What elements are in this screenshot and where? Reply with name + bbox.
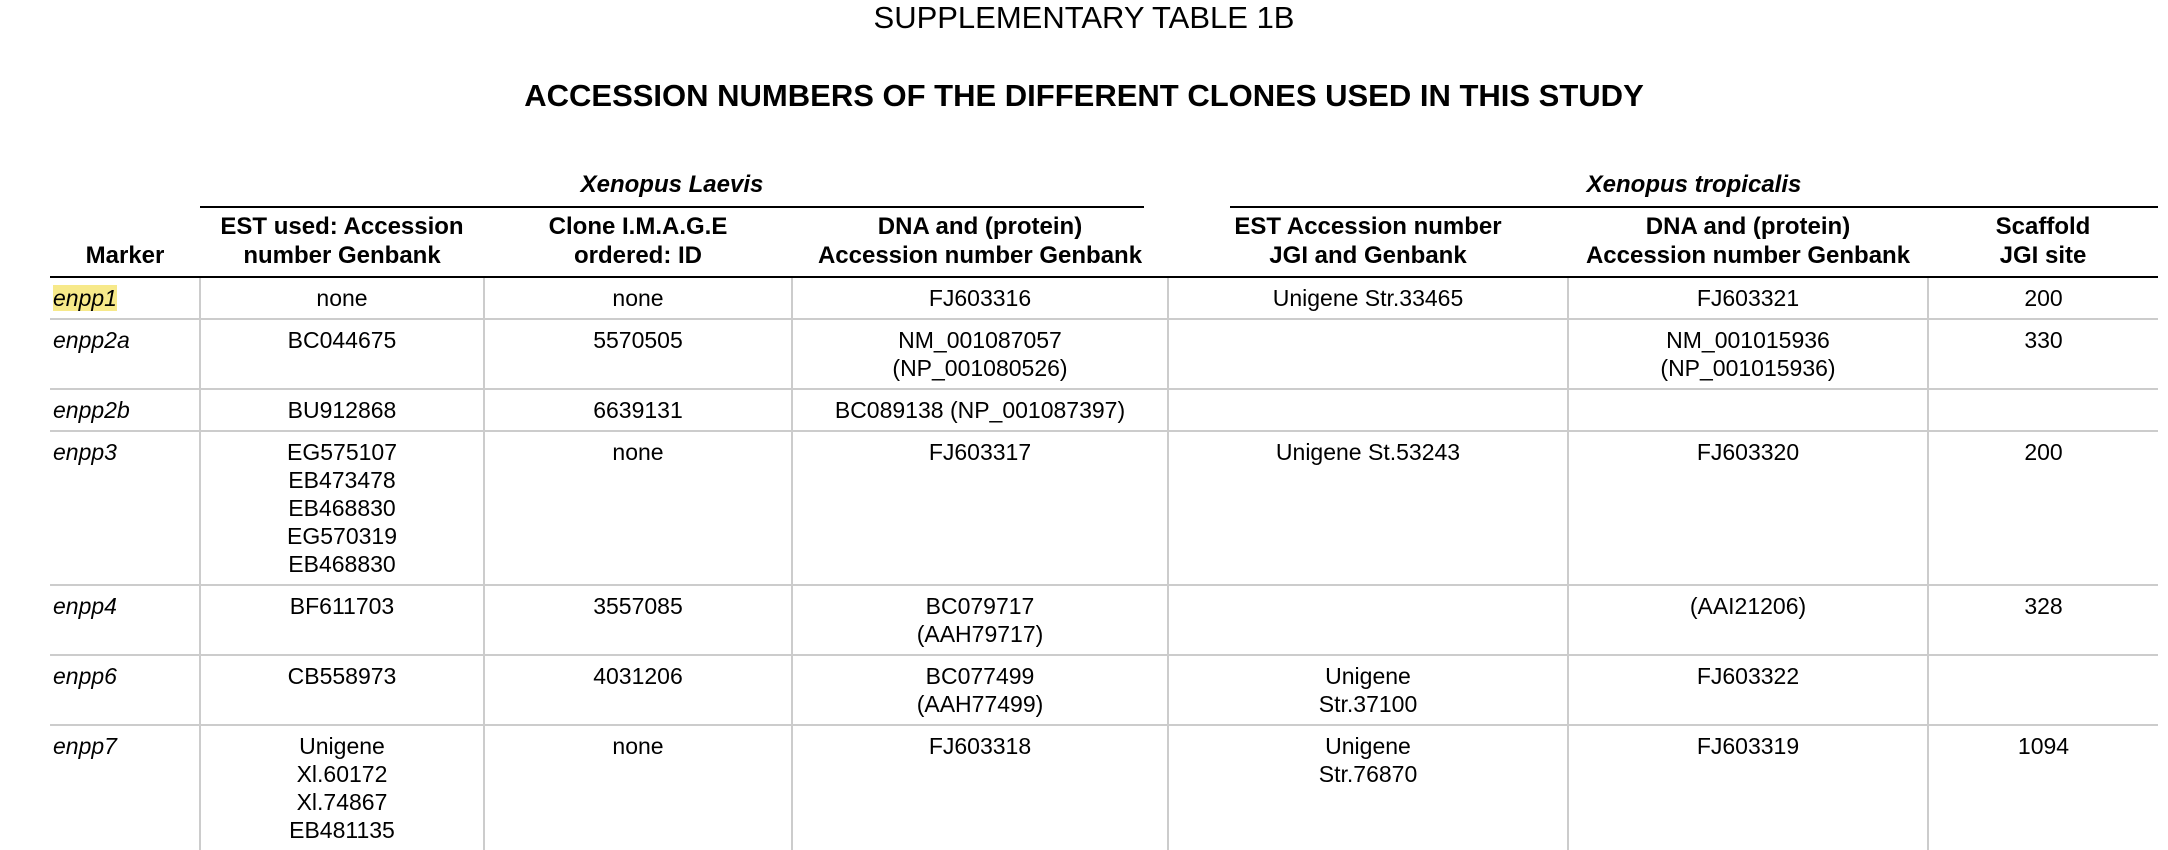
est-accession-cell: Unigene Str.37100 (1168, 655, 1568, 725)
est-accession-cell (1168, 319, 1568, 389)
clone-cell: 3557085 (484, 585, 792, 655)
dna-laevis-cell: BC089138 (NP_001087397) (792, 389, 1168, 431)
scaffold-cell: 200 (1928, 278, 2158, 319)
marker-cell: enpp6 (50, 655, 200, 725)
header-est-accession (1168, 212, 1568, 270)
table-row (50, 319, 2158, 389)
supplementary-title: SUPPLEMENTARY TABLE 1B (873, 0, 1295, 35)
header-est-used-line1: EST used: Accession (220, 213, 464, 240)
scaffold-cell (1928, 389, 2158, 431)
clone-cell: 4031206 (484, 655, 792, 725)
marker-cell: enpp3 (50, 431, 200, 585)
dna-laevis-cell: FJ603316 (792, 278, 1168, 319)
est-used-cell: Unigene Xl.60172 Xl.74867 EB481135 (200, 725, 484, 850)
marker-cell: enpp2b (50, 389, 200, 431)
est-used-cell: BU912868 (200, 389, 484, 431)
header-clone-line1: Clone I.M.A.G.E (548, 213, 728, 240)
est-used-cell: BC044675 (200, 319, 484, 389)
header-est-used (200, 212, 484, 270)
est-accession-cell: Unigene St.53243 (1168, 431, 1568, 585)
dna-laevis-cell: BC077499 (AAH77499) (792, 655, 1168, 725)
table-row (50, 655, 2158, 725)
est-accession-cell: Unigene Str.76870 (1168, 725, 1568, 850)
est-used-cell: CB558973 (200, 655, 484, 725)
scaffold-cell (1928, 655, 2158, 725)
scaffold-cell: 200 (1928, 431, 2158, 585)
header-scaffold-line2: JGI site (1999, 242, 2087, 269)
header-est-accession-line1: EST Accession number (1234, 213, 1502, 240)
scaffold-cell: 328 (1928, 585, 2158, 655)
table-row (50, 725, 2158, 850)
header-dna-tropicalis (1568, 212, 1928, 270)
dna-tropicalis-cell (1568, 389, 1928, 431)
group-label-tropicalis: Xenopus tropicalis (1586, 171, 1802, 198)
clone-cell: none (484, 431, 792, 585)
clone-cell: 5570505 (484, 319, 792, 389)
est-accession-cell: Unigene Str.33465 (1168, 278, 1568, 319)
main-title: ACCESSION NUMBERS OF THE DIFFERENT CLONES USED IN THIS STUDY (524, 78, 1644, 113)
header-clone (484, 212, 792, 270)
table-row (50, 389, 2158, 431)
header-dna-laevis (792, 212, 1168, 270)
header-dna-tropicalis-line1: DNA and (protein) (1645, 213, 1851, 240)
est-accession-cell (1168, 389, 1568, 431)
dna-laevis-cell: NM_001087057 (NP_001080526) (792, 319, 1168, 389)
clone-cell: none (484, 725, 792, 850)
est-used-cell: EG575107 EB473478 EB468830 EG570319 EB468830 (200, 431, 484, 585)
est-used-cell: none (200, 278, 484, 319)
dna-tropicalis-cell: NM_001015936 (NP_001015936) (1568, 319, 1928, 389)
dna-tropicalis-cell: FJ603320 (1568, 431, 1928, 585)
header-dna-laevis-line2: Accession number Genbank (817, 242, 1143, 269)
group-label-laevis: Xenopus Laevis (580, 171, 764, 198)
clone-cell: none (484, 278, 792, 319)
header-scaffold (1928, 212, 2158, 270)
dna-laevis-cell: FJ603317 (792, 431, 1168, 585)
header-scaffold-line1: Scaffold (1995, 213, 2091, 240)
dna-tropicalis-cell: (AAI21206) (1568, 585, 1928, 655)
header-clone-line2: ordered: ID (573, 242, 702, 269)
dna-tropicalis-cell: FJ603319 (1568, 725, 1928, 850)
dna-tropicalis-cell: FJ603321 (1568, 278, 1928, 319)
scaffold-cell: 330 (1928, 319, 2158, 389)
scaffold-cell: 1094 (1928, 725, 2158, 850)
marker-cell: enpp4 (50, 585, 200, 655)
marker-cell: enpp2a (50, 319, 200, 389)
dna-laevis-cell: BC079717 (AAH79717) (792, 585, 1168, 655)
est-used-cell: BF611703 (200, 585, 484, 655)
header-dna-laevis-line1: DNA and (protein) (877, 213, 1083, 240)
header-marker (50, 241, 200, 270)
clone-cell: 6639131 (484, 389, 792, 431)
header-est-used-line2: number Genbank (243, 242, 441, 269)
header-marker-label: Marker (85, 242, 165, 269)
accession-table (50, 278, 2158, 850)
header-dna-tropicalis-line2: Accession number Genbank (1585, 242, 1911, 269)
table-row (50, 278, 2158, 319)
marker-cell (50, 278, 200, 319)
est-accession-cell (1168, 585, 1568, 655)
table-row (50, 431, 2158, 585)
table-row (50, 585, 2158, 655)
highlighted-marker: enpp1 (53, 285, 117, 311)
group-underline-tropicalis (1230, 206, 2158, 208)
group-underline-laevis (200, 206, 1144, 208)
marker-cell: enpp7 (50, 725, 200, 850)
dna-laevis-cell: FJ603318 (792, 725, 1168, 850)
dna-tropicalis-cell: FJ603322 (1568, 655, 1928, 725)
header-est-accession-line2: JGI and Genbank (1269, 242, 1467, 269)
